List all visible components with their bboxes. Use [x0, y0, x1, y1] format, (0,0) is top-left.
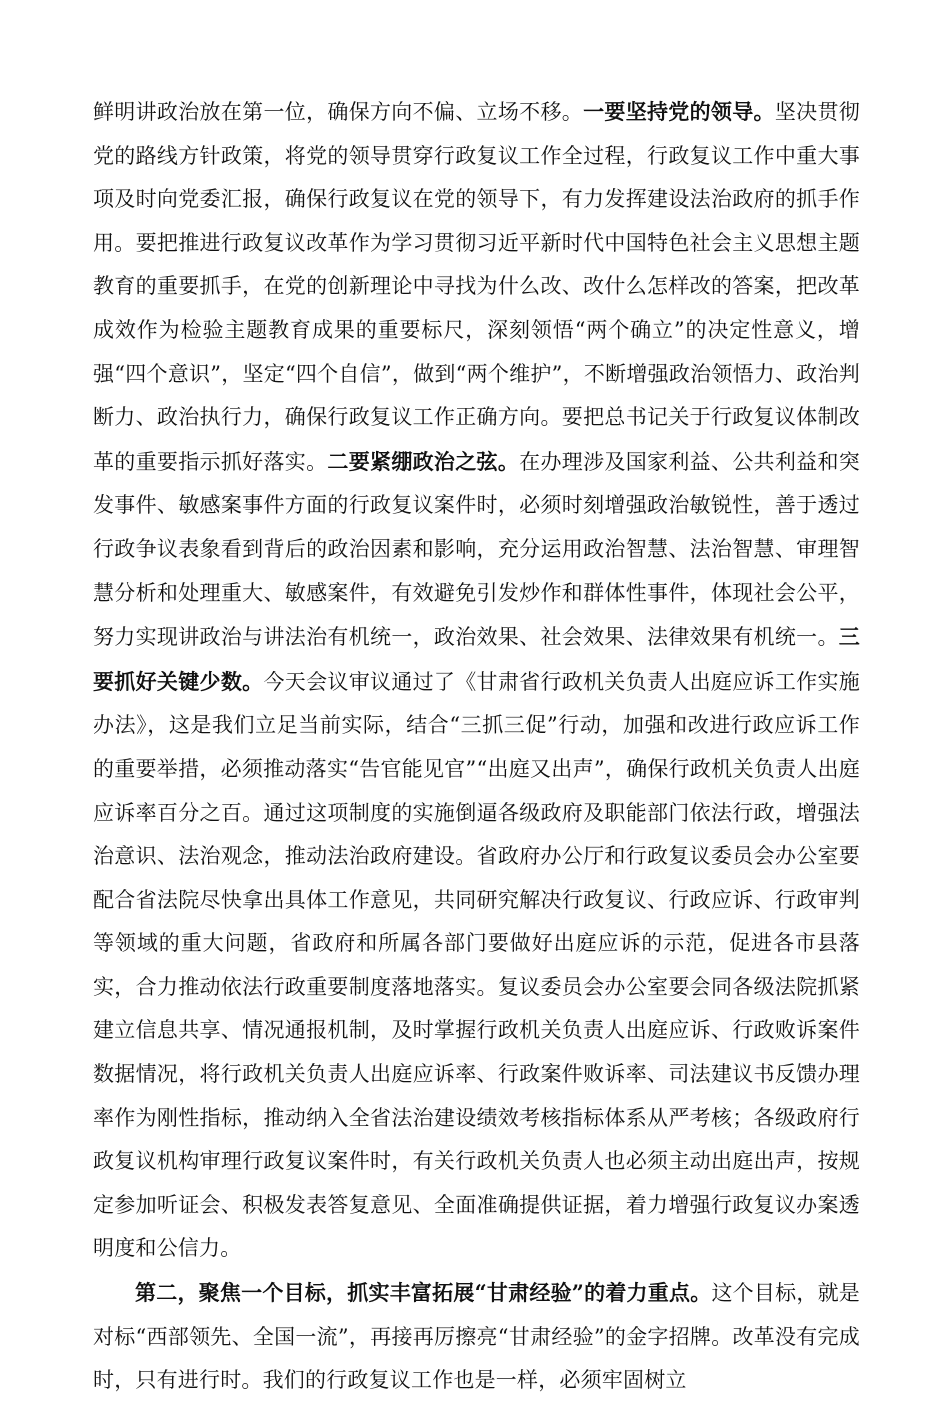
document-body — [93, 90, 860, 1403]
bold-heading-3: 三要抓好关键少数。 — [93, 624, 860, 694]
paragraph-2 — [93, 1271, 860, 1403]
bold-heading-1: 一要坚持党的领导。 — [583, 99, 775, 124]
bold-heading-section-2: 第二，聚焦一个目标，抓实丰富拓展“甘肃经验”的着力重点。 — [135, 1280, 712, 1306]
sentence: 在办理涉及国家利益、公共利益和突发事件、敏感案事件方面的行政复议案件时，必须时刻增强政治敏锐性，善于透过行政争议表象看到背后的政治因素和影响，充分运用政治智慧、法治智慧、审理智慧分析和处理重大、敏感案件，有效避免引发炒作和群体性事件，体现社会公平，努力实现讲政治与讲法治有机统一，政治效果、社会效果、法律效果有机统一。 — [93, 449, 860, 650]
paragraph-1 — [93, 90, 860, 1271]
sentence: 鲜明讲政治放在第一位，确保方向不偏、立场不移。 — [93, 100, 584, 124]
sentence: 这个目标，就是对标“西部领先、全国一流”，再接再厉擦亮“甘肃经验”的金字招牌。改革没有完成时，只有进行时。我们的行政复议工作也是一样，必须牢固树立 — [93, 1281, 860, 1393]
sentence: 今天会议审议通过了《甘肃省行政机关负责人出庭应诉工作实施办法》，这是我们立足当前实际，结合“三抓三促”行动，加强和改进行政应诉工作的重要举措，必须推动落实“告官能见官”“出庭又出声”，确保行政机关负责人出庭应诉率百分之百。通过这项制度的实施倒逼各级政府及职能部门依法行政，增强法治意识、法治观念，推动法治政府建设。省政府办公厅和行政复议委员会办公室要配合省法院尽快拿出具体工作意见，共同研究解决行政复议、行政应诉、行政审判等领域的重大问题，省政府和所属各部门要做好出庭应诉的示范，促进各市县落实，合力推动依法行政重要制度落地落实。复议委员会办公室要会同各级法院抓紧建立信息共享、情况通报机制，及时掌握行政机关负责人出庭应诉、行政败诉案件数据情况，将行政机关负责人出庭应诉率、行政案件败诉率、司法建议书反馈办理率作为刚性指标，推动纳入全省法治建设绩效考核指标体系从严考核；各级政府行政复议机构审理行政复议案件时，有关行政机关负责人也必须主动出庭出声，按规定参加听证会、积极发表答复意见、全面准确提供证据，着力增强行政复议办案透明度和公信力。 — [93, 669, 860, 1261]
bold-heading-2: 二要紧绷政治之弦。 — [327, 448, 520, 474]
sentence: 坚决贯彻党的路线方针政策，将党的领导贯穿行政复议工作全过程，行政复议工作中重大事项及时向党委汇报，确保行政复议在党的领导下，有力发挥建设法治政府的抓手作用。要把推进行政复议改革作为学习贯彻习近平新时代中国特色社会主义思想主题教育的重要抓手，在党的创新理论中寻找为什么改、改什么怎样改的答案，把改革成效作为检验主题教育成果的重要标尺，深刻领悟“两个确立”的决定性意义，增强“四个意识”，坚定“四个自信”，做到“两个维护”，不断增强政治领悟力、政治判断力、政治执行力，确保行政复议工作正确方向。要把总书记关于行政复议体制改革的重要指示抓好落实。 — [93, 100, 860, 474]
